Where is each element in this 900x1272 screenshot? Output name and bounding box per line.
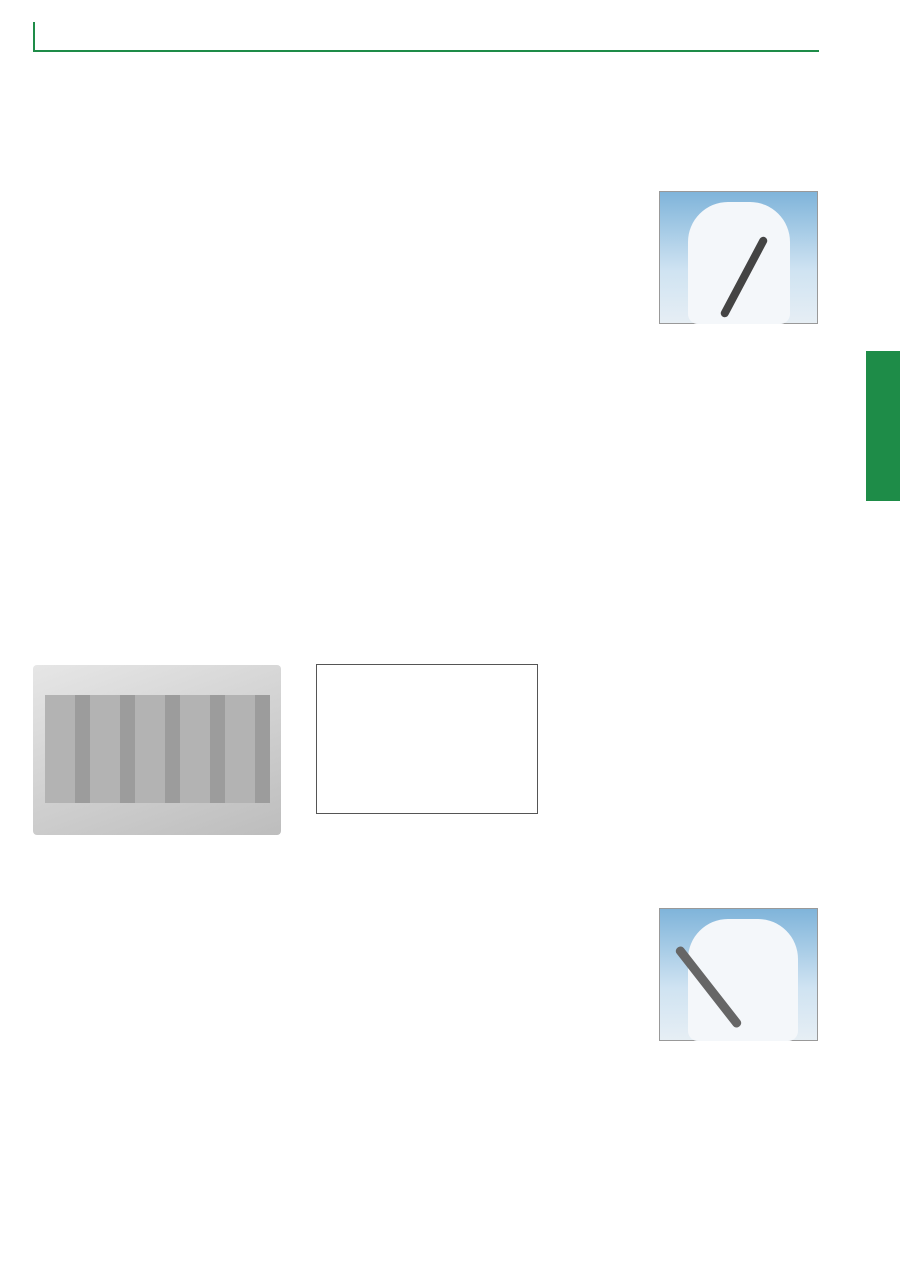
- set-box-photo: [33, 665, 281, 835]
- set-text-en: [300, 537, 550, 551]
- section-color-tab: [866, 351, 900, 501]
- set-layout-diagram: [316, 664, 538, 814]
- tooth-photo-carbide: [659, 191, 818, 324]
- section-header: [33, 22, 819, 52]
- tooth-shape: [688, 202, 790, 324]
- set-box-tray: [45, 695, 270, 803]
- set-text-de: [33, 537, 283, 551]
- tooth-photo-diamond: [659, 908, 818, 1041]
